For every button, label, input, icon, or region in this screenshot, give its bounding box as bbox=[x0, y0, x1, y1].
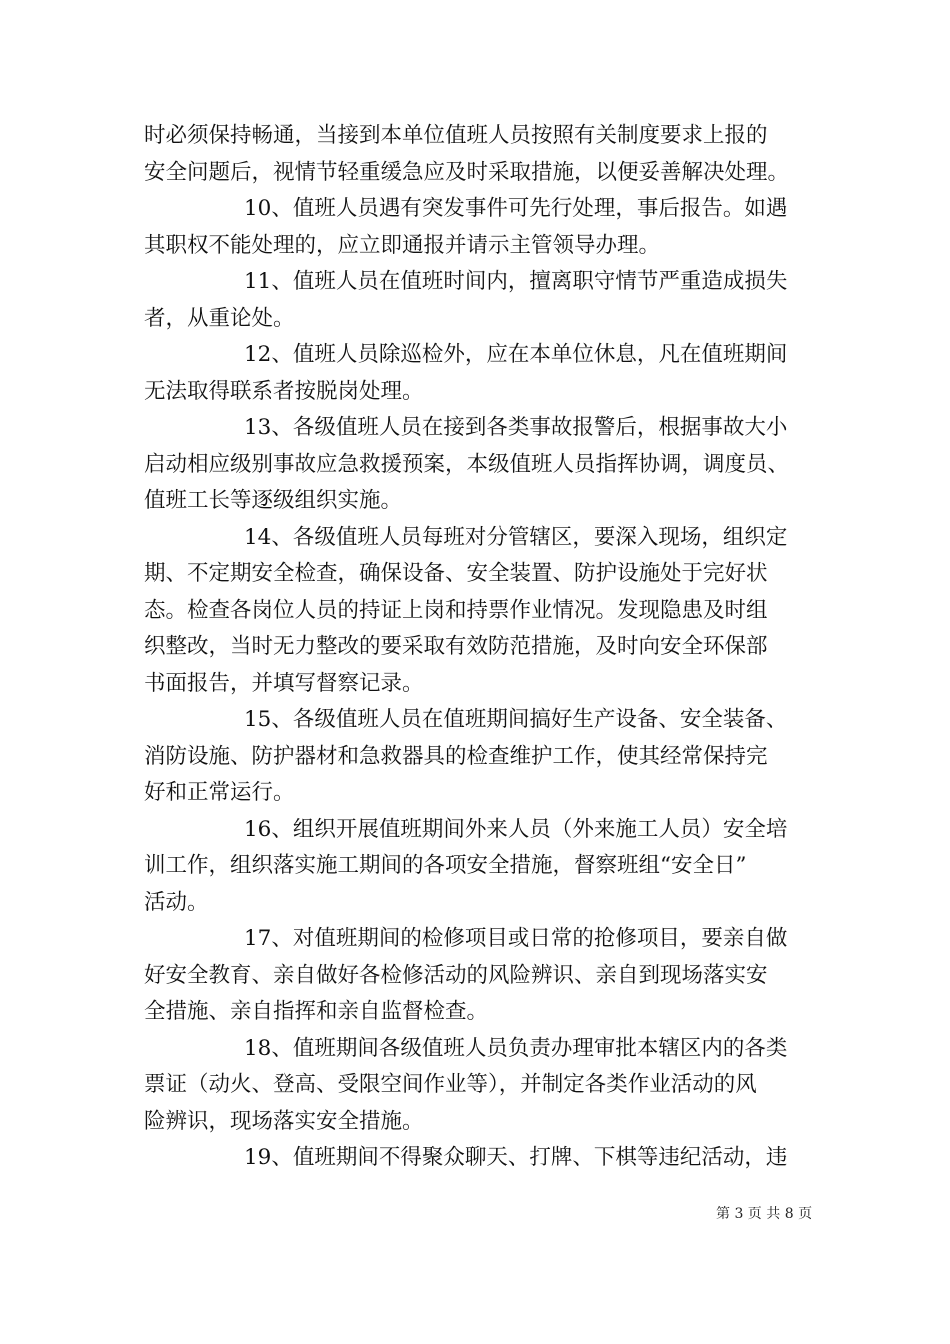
paragraph-start-line: 15、各级值班人员在值班期间搞好生产设备、安全装备、 bbox=[244, 707, 788, 732]
text-line: 安全问题后，视情节轻重缓急应及时采取措施，以便妥善解决处理。 bbox=[144, 159, 790, 185]
paragraph-start-line: 17、对值班期间的检修项目或日常的抢修项目，要亲自做 bbox=[244, 926, 788, 951]
text-line: 期、不定期安全检查，确保设备、安全装置、防护设施处于完好状 bbox=[144, 561, 768, 586]
text-line: 好安全教育、亲自做好各检修活动的风险辨识、亲自到现场落实安 bbox=[144, 962, 768, 988]
text-line: 书面报告，并填写督察记录。 bbox=[144, 670, 424, 696]
body-text bbox=[144, 118, 820, 1177]
text-line: 好和正常运行。 bbox=[144, 780, 295, 805]
text-line: 无法取得联系者按脱岗处理。 bbox=[144, 378, 424, 404]
paragraph-start-line: 14、各级值班人员每班对分管辖区，要深入现场，组织定 bbox=[244, 524, 788, 550]
text-line: 值班工长等逐级组织实施。 bbox=[144, 488, 403, 513]
paragraph-start-line: 16、组织开展值班期间外来人员（外来施工人员）安全培 bbox=[244, 816, 788, 842]
text-line: 活动。 bbox=[144, 889, 209, 915]
text-line: 者，从重论处。 bbox=[144, 305, 295, 331]
text-line: 时必须保持畅通，当接到本单位值班人员按照有关制度要求上报的 bbox=[144, 123, 768, 148]
text-line: 票证（动火、登高、受限空间作业等），并制定各类作业活动的风 bbox=[144, 1072, 757, 1097]
text-line: 织整改，当时无力整改的要采取有效防范措施，及时向安全环保部 bbox=[144, 634, 768, 659]
text-line: 其职权不能处理的，应立即通报并请示主管领导办理。 bbox=[144, 232, 661, 258]
page-number-footer: 第 3 页 共 8 页 bbox=[716, 1206, 813, 1222]
text-line: 险辨识，现场落实安全措施。 bbox=[144, 1108, 424, 1134]
paragraph-start-line: 13、各级值班人员在接到各类事故报警后，根据事故大小 bbox=[244, 415, 788, 440]
text-line: 训工作，组织落实施工期间的各项安全措施，督察班组“安全日” bbox=[144, 853, 747, 878]
paragraph-start-line: 19、值班期间不得聚众聊天、打牌、下棋等违纪活动，违 bbox=[244, 1145, 788, 1170]
paragraph-start-line: 10、值班人员遇有突发事件可先行处理，事后报告。如遇 bbox=[244, 196, 788, 221]
text-line: 全措施、亲自指挥和亲自监督检查。 bbox=[144, 999, 489, 1024]
text-line: 态。检查各岗位人员的持证上岗和持票作业情况。发现隐患及时组 bbox=[144, 597, 768, 623]
paragraph-start-line: 18、值班期间各级值班人员负责办理审批本辖区内的各类 bbox=[244, 1035, 788, 1061]
paragraph-start-line: 12、值班人员除巡检外，应在本单位休息，凡在值班期间 bbox=[244, 342, 788, 367]
paragraph-start-line: 11、值班人员在值班时间内，擅离职守情节严重造成损失 bbox=[244, 269, 788, 294]
text-line: 消防设施、防护器材和急救器具的检查维护工作，使其经常保持完 bbox=[144, 743, 768, 769]
text-line: 启动相应级别事故应急救援预案，本级值班人员指挥协调，调度员、 bbox=[144, 451, 790, 477]
